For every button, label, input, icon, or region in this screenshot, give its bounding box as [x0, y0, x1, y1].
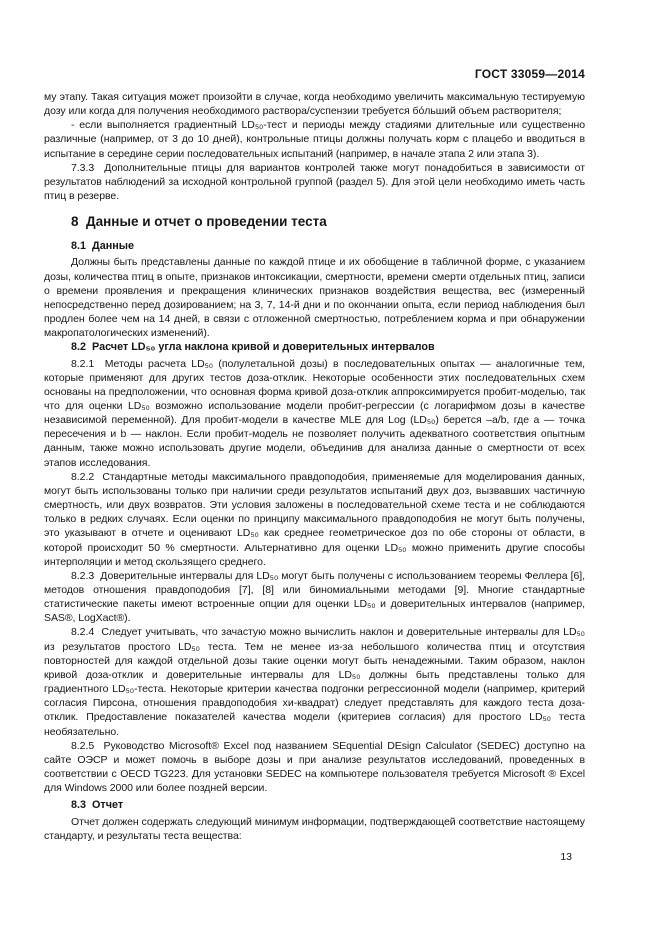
paragraph-8-2-1: 8.2.1 Методы расчета LD₅₀ (полулетальной дозы) в последовательных опытах — аналогичные тем, которые применяют для других тестов доза-отклик. Некоторые особенности этих последовательных схем основаны на предположении, что основная форма кривой доза-отклик аппроксимируется пробит-моделью, так что для оценки LD₅₀ возможно использование модели пробит-регрессии (с логарифмом дозы в качестве независимой переменной). Для пробит-модели в качестве MLE для Log (LD₅₀) берется –a/b, где a — точка пересечения и b — наклон. Если пробит-модель не позволяет получить адекватного соответствия опытным данным, также можно использовать другие модели, объединив для анализа данные о смертности от всех этапов исследования.	[44, 357, 585, 469]
paragraph-8-2-3: 8.2.3 Доверительные интервалы для LD₅₀ могут быть получены с использованием теоремы Феллера [6], методов отношения правдоподобия [7], [8] или биномиальными методами [9]. Многие стандартные статистические пакеты имеют встроенные опции для оценки LD₅₀ и доверительных интервалов (например, SAS®, LogXact®).	[44, 569, 585, 625]
paragraph-8-2-5: 8.2.5 Руководство Microsoft® Excel под названием SEquential DEsign Calculator (SEDEC) доступно на сайте ОЭСР и может помочь в выборе дозы и при анализе результатов исследований, проведенных в соответствии с OECD TG223. Для установки SEDEC на компьютере пользователя требуется Microsoft ® Excel для Windows 2000 или более поздней версии.	[44, 739, 585, 795]
paragraph-8-1-data: Должны быть представлены данные по каждой птице и их обобщение в табличной форме, с указанием дозы, количества птиц в опыте, признаков интоксикации, смертности, времени смерти отдельных птиц, записи о времени проявления и прекращения клинических признаков воздействия вещества, вес (измеренный непосредственно перед дозированием; на 3, 7, 14-й дни и по окончании опыта, если период наблюдения был продлен более чем на 14 дней, в связи с отложенной смертностью, потреблением корма и при обнаружении макропатологических изменений).	[44, 256, 585, 340]
list-item-dash: - если выполняется градиентный LD₅₀-тест и периоды между стадиями длительные или существенно различные (например, от 3 до 10 дней), контрольные птицы должны получать корм с плацебо и вводиться в испытание в середине серии последовательных испытаний (например, в начале этапа 2 или этапа 3).	[44, 119, 585, 160]
paragraph-7-3-3: 7.3.3 Дополнительные птицы для вариантов контролей также могут понадобиться в зависимости от результатов наблюдений за исходной контрольной группой (раздел 5). Для этой цели необходимо иметь часть птиц в резерве.	[44, 161, 585, 203]
document-body	[44, 90, 585, 843]
subsection-heading-8-1: 8.1 Данные	[71, 240, 134, 253]
page-number: 13	[560, 851, 572, 863]
subsection-heading-8-3: 8.3 Отчет	[71, 799, 124, 812]
paragraph-8-3-report: Отчет должен содержать следующий минимум информации, подтверждающей соответствие настоящему стандарту, и результаты теста вещества:	[44, 815, 585, 842]
section-heading-8: 8 Данные и отчет о проведении теста	[71, 214, 327, 230]
page-footer	[44, 851, 572, 863]
doc-number: ГОСТ 33059—2014	[474, 67, 585, 81]
subsection-heading-8-2: 8.2 Расчет LD₅₀ угла наклона кривой и доверительных интервалов	[71, 341, 435, 354]
doc-header	[44, 67, 585, 81]
paragraph-8-2-2: 8.2.2 Стандартные методы максимального правдоподобия, применяемые для моделирования данных, могут быть использованы только при наличии среди результатов испытаний двух доз, вызвавших частичную смертность, или двух возвратов. Эти условия заложены в последовательной схеме теста и не соблюдаются только в редких случаях. Если оценки по принципу максимального правдоподобия не могут быть получены, это указывают в отчете и оценивают LD₅₀ как среднее геометрическое доз по обе стороны от области, в которой происходит 50 % смертности. Альтернативно для оценки LD₅₀ можно применить другие способы интерполяции и метод скользящего среднего.	[44, 470, 585, 568]
paragraph-continuation: му этапу. Такая ситуация может произойти в случае, когда необходимо увеличить максимальную тестируемую дозу или когда для получения необходимого раствора/суспензии требуется бо́льший объем растворителя;	[44, 91, 585, 118]
paragraph-8-2-4: 8.2.4 Следует учитывать, что зачастую можно вычислить наклон и доверительные интервалы для LD₅₀ из результатов простого LD₅₀ теста. Тем не менее из-за небольшого количества птиц и отсутствия повторностей для каждой отдельной дозы такие оценки могут быть ненадежными. Таким образом, наклон кривой доза-отклик и доверительные интервалы для LD₅₀ должны быть представлены только для градиентного LD₅₀-теста. Некоторые критерии качества подгонки регрессионной модели (например, критерий согласия Пирсона, отношения правдоподобия хи-квадрат) следует представлять для каждого теста доза-отклик. Предоставление показателей качества модели (критериев согласия) для простого LD₅₀ теста необязательно.	[44, 626, 585, 738]
